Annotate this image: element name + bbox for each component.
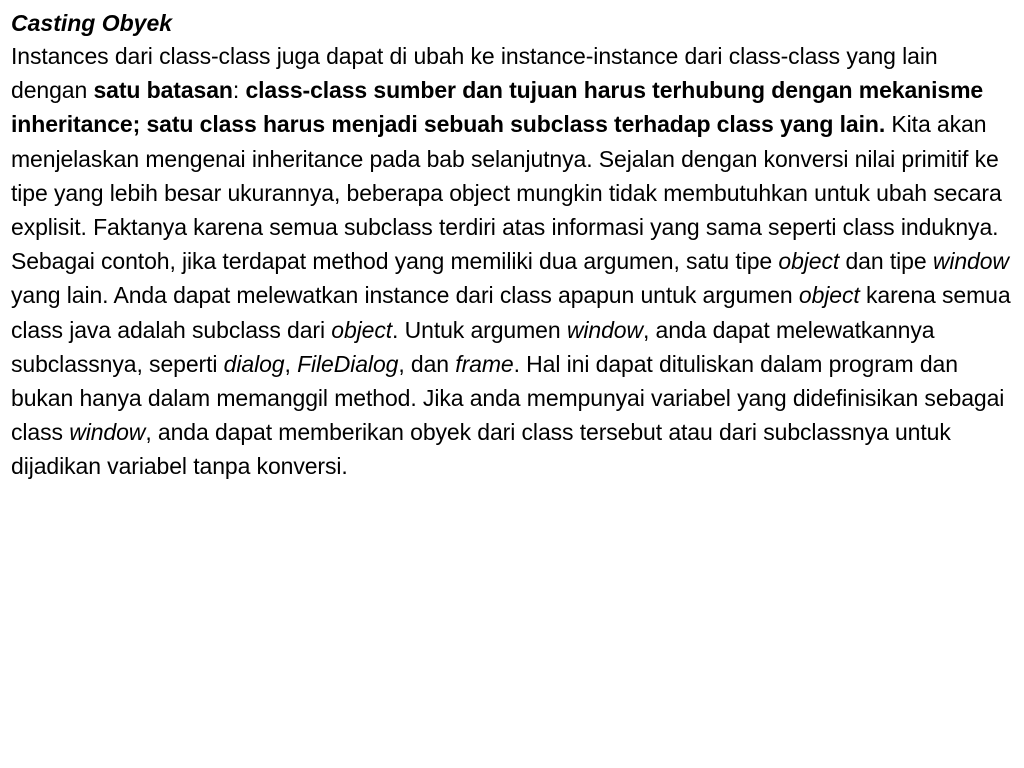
italic-term: object xyxy=(798,282,860,309)
text-span: Instances dari class-class juga dapat di ubah ke instance-instance dari class-class yang lain dengan xyxy=(11,43,938,104)
text-span: , anda dapat memberikan obyek dari class tersebut atau dari subclassnya untuk dijadikan variabel tanpa konversi. xyxy=(11,419,951,480)
text-span: yang lain. Anda dapat melewatkan instance dari class apapun untuk argumen xyxy=(11,282,799,309)
text-span: , xyxy=(284,350,298,377)
italic-term: frame xyxy=(455,350,514,377)
text-span: . Hal ini dapat dituliskan dalam program dan bukan hanya dalam memanggil method. Jika anda mempunyai variabel yang didefinisikan sebagai class xyxy=(11,350,1005,446)
text-span: , dan xyxy=(398,350,456,377)
italic-term: dialog xyxy=(223,350,285,377)
italic-term: FileDialog xyxy=(297,350,399,377)
slide-content xyxy=(11,7,1017,484)
text-span: dan tipe xyxy=(839,248,933,275)
text-span: : xyxy=(232,77,246,104)
text-span: , anda dapat melewatkannya subclassnya, seperti xyxy=(11,316,935,377)
body-paragraph xyxy=(11,39,1017,484)
italic-term: object xyxy=(331,316,393,343)
italic-term: window xyxy=(566,316,643,343)
text-span: . Untuk argumen xyxy=(392,316,567,343)
italic-term: window xyxy=(69,419,146,446)
bold-statement: class-class sumber dan tujuan harus terhubung dengan mekanisme inheritance; satu class harus menjadi sebuah subclass terhadap class yang lain. xyxy=(11,77,984,138)
slide-title: Casting Obyek xyxy=(11,10,173,36)
text-span: karena semua class java adalah subclass dari xyxy=(11,282,1011,343)
text-span: Kita akan menjelaskan mengenai inheritance pada bab selanjutnya. Sejalan dengan konversi nilai primitif ke tipe yang lebih besar ukurannya, beberapa object mungkin tidak membutuhkan untuk ubah secara explisit. Faktanya karena semua subclass terdiri atas informasi yang sama seperti class induknya. Sebagai contoh, jika terdapat method yang memiliki dua argumen, satu tipe xyxy=(11,111,1002,275)
bold-phrase: satu batasan xyxy=(93,77,233,104)
italic-term: window xyxy=(932,248,1009,275)
italic-term: object xyxy=(778,248,840,275)
